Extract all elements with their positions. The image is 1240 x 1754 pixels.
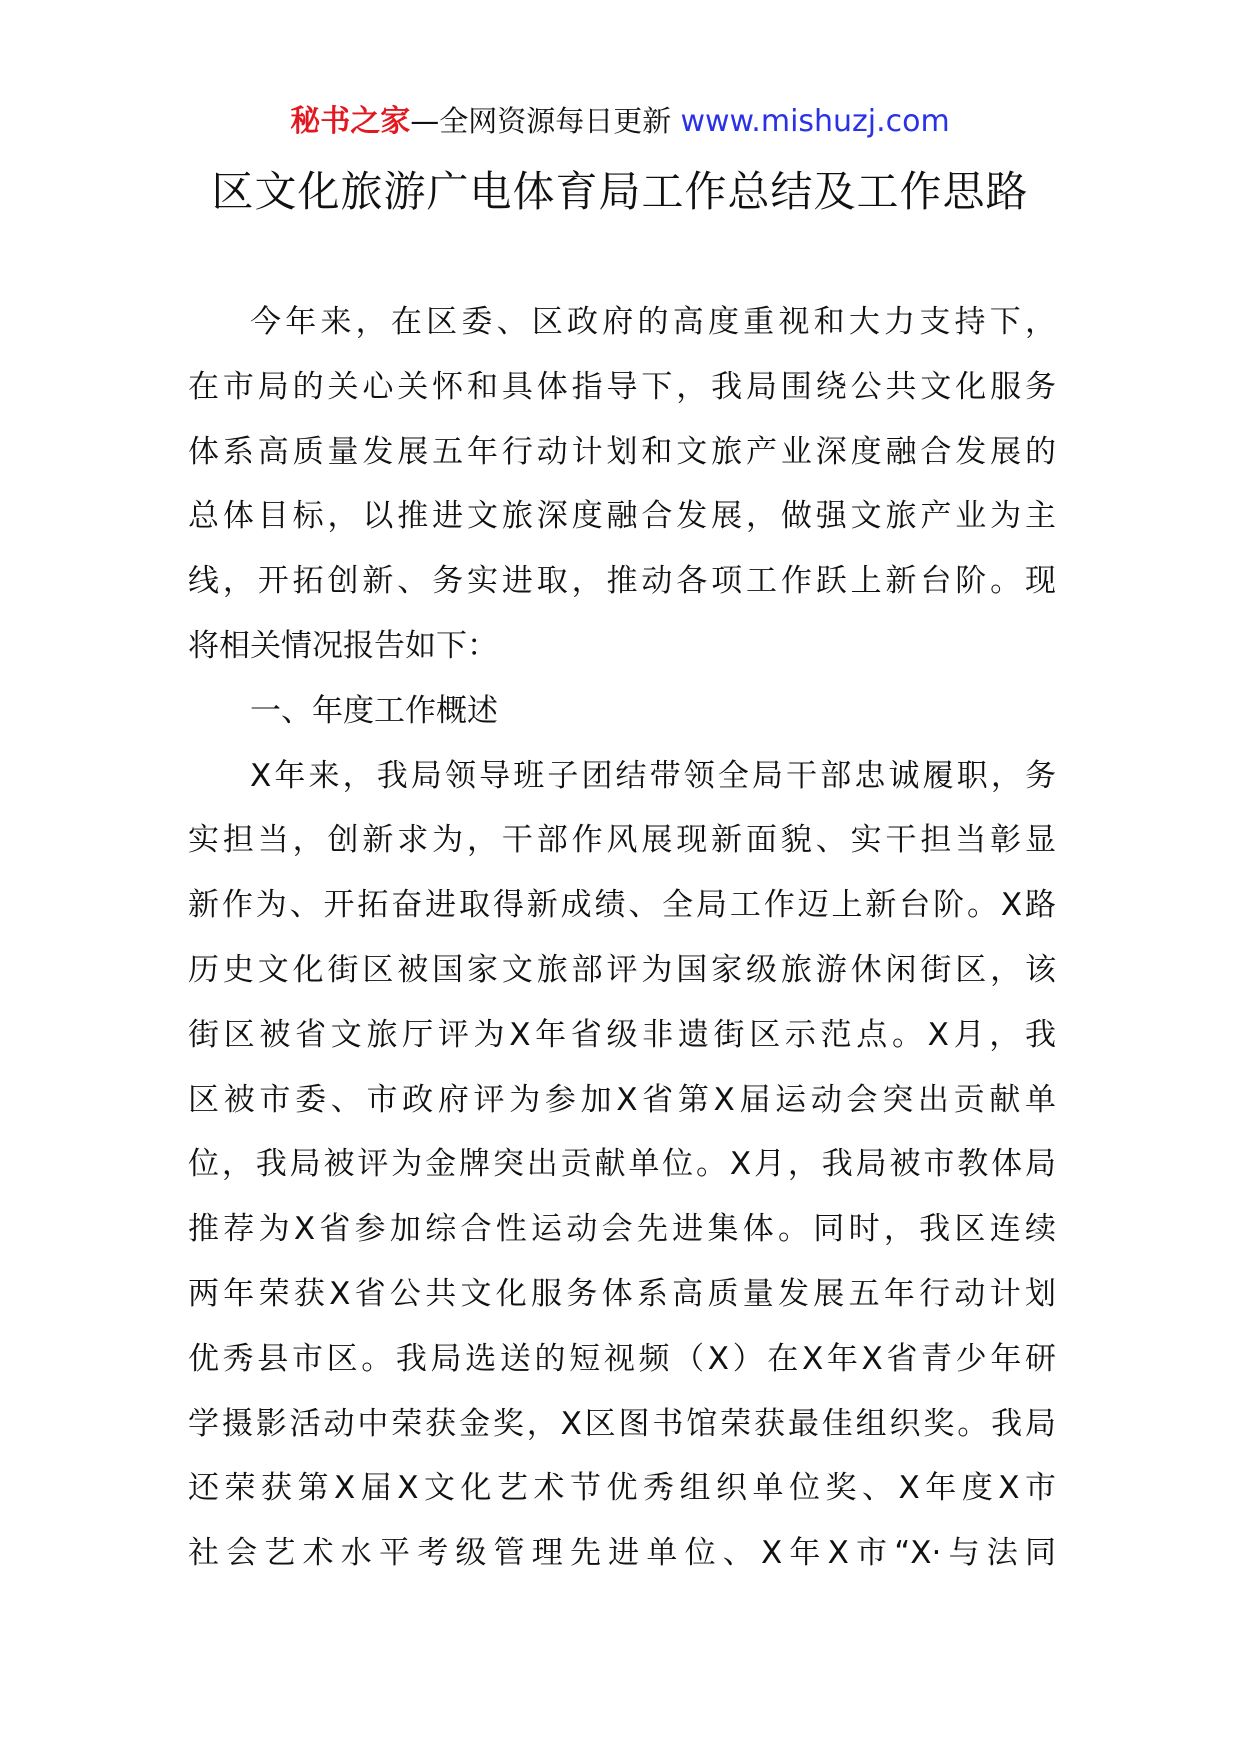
text-line: 在市局的关心关怀和具体指导下，我局围绕公共文化服务 bbox=[188, 368, 1056, 405]
text-line: 社会艺术水平考级管理先进单位、X年X市“X·与法同 bbox=[188, 1535, 1056, 1572]
text-line: 街区被省文旅厅评为X年省级非遗街区示范点。X月，我 bbox=[188, 1016, 1056, 1053]
text-line: 体系高质量发展五年行动计划和文旅产业深度融合发展的 bbox=[188, 433, 1056, 470]
text-line: 今年来，在区委、区政府的高度重视和大力支持下， bbox=[250, 304, 1056, 340]
text-line: 学摄影活动中荣获金奖，X区图书馆荣获最佳组织奖。我局 bbox=[188, 1405, 1056, 1442]
section-heading: 一、年度工作概述 bbox=[250, 692, 498, 729]
site-url-link[interactable]: www.mishuzj.com bbox=[680, 104, 950, 139]
text-line: 推荐为X省参加综合性运动会先进集体。同时，我区连续 bbox=[188, 1211, 1056, 1248]
site-brand: 秘书之家 bbox=[290, 104, 411, 139]
overview-paragraph bbox=[188, 744, 1056, 1586]
text-line: 历史文化街区被国家文旅部评为国家级旅游休闲街区，该 bbox=[188, 951, 1056, 988]
text-line: 位，我局被评为金牌突出贡献单位。X月，我局被市教体局 bbox=[188, 1146, 1056, 1183]
site-header bbox=[0, 101, 1240, 142]
text-line: 线，开拓创新、务实进取，推动各项工作跃上新台阶。现 bbox=[188, 563, 1056, 600]
text-line: 还荣获第X届X文化艺术节优秀组织单位奖、X年度X市 bbox=[188, 1470, 1056, 1507]
site-slogan: —全网资源每日更新 bbox=[410, 104, 681, 138]
text-line: 两年荣获X省公共文化服务体系高质量发展五年行动计划 bbox=[188, 1275, 1056, 1312]
text-line: 实担当，创新求为，干部作风展现新面貌、实干担当彰显 bbox=[188, 822, 1056, 859]
text-line: 优秀县市区。我局选送的短视频（X）在X年X省青少年研 bbox=[188, 1340, 1056, 1377]
document-title: 区文化旅游广电体育局工作总结及工作思路 bbox=[211, 167, 1029, 216]
document-body bbox=[188, 290, 1056, 1586]
text-line: 总体目标，以推进文旅深度融合发展，做强文旅产业为主 bbox=[188, 498, 1056, 535]
text-line: 新作为、开拓奋进取得新成绩、全局工作迈上新台阶。X路 bbox=[188, 887, 1056, 924]
intro-paragraph bbox=[188, 290, 1056, 679]
text-line: 区被市委、市政府评为参加X省第X届运动会突出贡献单 bbox=[188, 1081, 1056, 1118]
text-line: X年来，我局领导班子团结带领全局干部忠诚履职，务 bbox=[250, 757, 1056, 794]
text-line: 将相关情况报告如下： bbox=[188, 627, 498, 664]
